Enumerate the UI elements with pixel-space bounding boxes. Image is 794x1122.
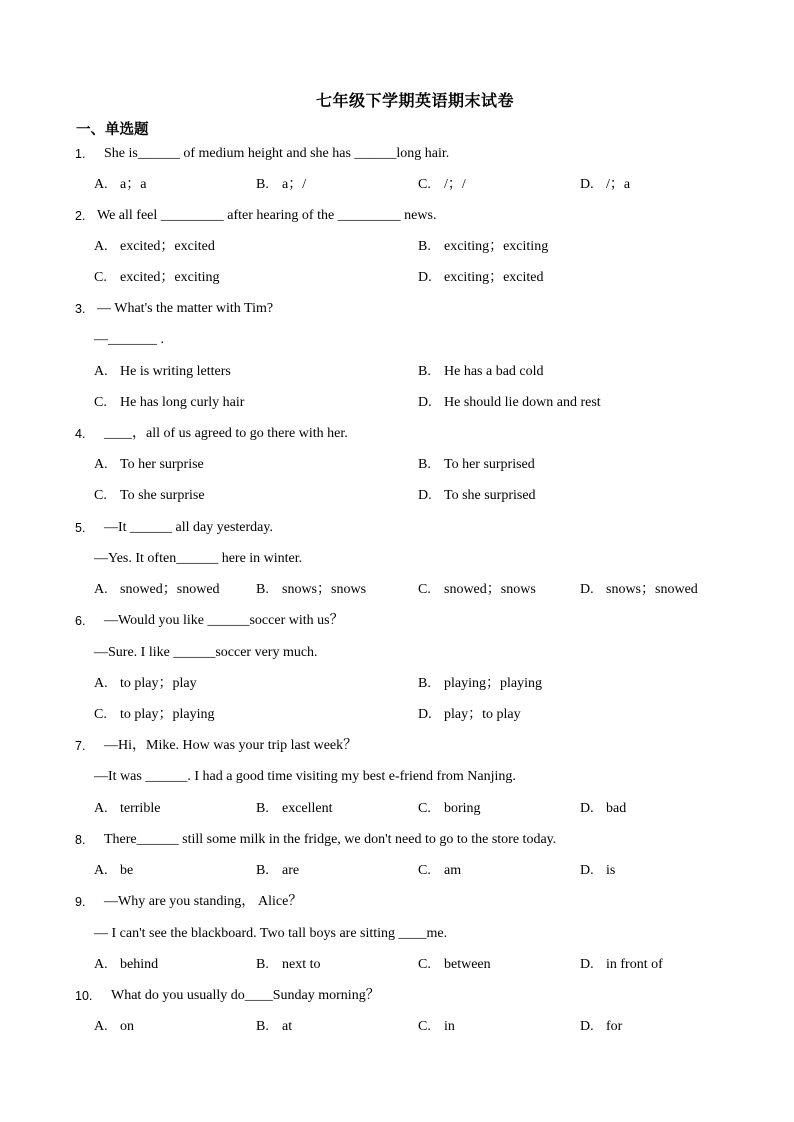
question-stem: What do you usually do____Sunday morning？ (111, 988, 380, 1003)
option-label: B. (418, 239, 431, 254)
option-text: at (282, 1019, 293, 1034)
question-stem-line2: —It was ______. I had a good time visiting my best e-friend from Nanjing. (94, 769, 516, 784)
option-text: a；a (120, 177, 147, 192)
question-9-dialog (0, 924, 794, 944)
option-c[interactable] (418, 861, 461, 881)
question-6-dialog (0, 643, 794, 663)
question-7 (0, 736, 794, 756)
question-3-dialog (0, 330, 794, 350)
option-label: C. (94, 395, 107, 410)
option-text: excited；excited (120, 239, 215, 254)
question-4 (0, 424, 794, 444)
option-text: to play；play (120, 676, 197, 691)
option-d[interactable] (418, 393, 601, 413)
option-label: D. (580, 582, 594, 597)
question-6 (0, 611, 794, 631)
option-text: in front of (606, 957, 663, 972)
question-10 (0, 986, 794, 1006)
option-label: A. (94, 457, 108, 472)
options-row (0, 580, 794, 600)
option-label: C. (94, 270, 107, 285)
option-text: playing；playing (444, 676, 542, 691)
options-row (0, 1017, 794, 1037)
option-label: C. (418, 1019, 431, 1034)
option-c[interactable] (418, 955, 491, 975)
question-number: 1. (75, 147, 86, 161)
question-stem: ____，all of us agreed to go there with her. (104, 426, 348, 441)
option-c[interactable] (94, 268, 220, 288)
question-stem: There______ still some milk in the fridge, we don't need to go to the store today. (104, 832, 557, 847)
option-label: D. (418, 395, 432, 410)
section-heading: 一、单选题 (76, 122, 149, 138)
option-label: B. (256, 1019, 269, 1034)
option-text: snows；snows (282, 582, 367, 597)
option-label: C. (418, 863, 431, 878)
option-label: D. (580, 801, 594, 816)
question-stem: —Would you like ______soccer with us？ (104, 613, 344, 628)
option-text: snowed；snows (444, 582, 536, 597)
option-text: are (282, 863, 300, 878)
option-text: excited；exciting (120, 270, 220, 285)
option-label: C. (94, 488, 107, 503)
option-c[interactable] (418, 1017, 455, 1037)
option-a[interactable] (94, 362, 231, 382)
question-9 (0, 892, 794, 912)
option-text: exciting；exciting (444, 239, 549, 254)
option-text: He is writing letters (120, 364, 231, 379)
question-stem: —Hi，Mike. How was your trip last week？ (104, 738, 358, 753)
option-label: B. (418, 457, 431, 472)
option-text: To her surprise (120, 457, 204, 472)
option-text: /；a (606, 177, 631, 192)
question-number: 6. (75, 614, 86, 628)
option-label: C. (94, 707, 107, 722)
option-text: To her surprised (444, 457, 535, 472)
question-number: 2. (75, 209, 86, 223)
option-text: be (120, 863, 134, 878)
option-a[interactable] (94, 580, 220, 600)
options-row (0, 455, 794, 475)
question-8 (0, 830, 794, 850)
option-c[interactable] (418, 175, 466, 195)
option-b[interactable] (256, 799, 333, 819)
option-d[interactable] (418, 705, 521, 725)
option-label: A. (94, 957, 108, 972)
question-stem-line2: — I can't see the blackboard. Two tall boys are sitting ____me. (94, 926, 448, 941)
options-row (0, 237, 794, 257)
option-label: A. (94, 177, 108, 192)
options-row (0, 393, 794, 413)
option-a[interactable] (94, 455, 204, 475)
option-text: in (444, 1019, 455, 1034)
option-text: To she surprise (120, 488, 205, 503)
option-c[interactable] (94, 705, 215, 725)
options-row (0, 486, 794, 506)
page-title: 七年级下学期英语期末试卷 (315, 91, 514, 110)
options-row (0, 799, 794, 819)
option-a[interactable] (94, 861, 133, 881)
option-label: A. (94, 863, 108, 878)
option-b[interactable] (418, 237, 548, 257)
option-label: B. (256, 582, 269, 597)
option-c[interactable] (418, 580, 536, 600)
question-number: 5. (75, 521, 86, 535)
question-number: 7. (75, 739, 86, 753)
option-d[interactable] (580, 861, 615, 881)
option-label: D. (580, 863, 594, 878)
option-c[interactable] (418, 799, 481, 819)
option-a[interactable] (94, 175, 146, 195)
question-stem-line2: —Yes. It often______ here in winter. (94, 551, 303, 566)
option-text: a；/ (282, 177, 307, 192)
option-d[interactable] (580, 175, 630, 195)
option-text: He has a bad cold (444, 364, 544, 379)
question-stem-line2: —_______ . (94, 332, 164, 347)
option-text: for (606, 1019, 623, 1034)
option-text: on (120, 1019, 134, 1034)
question-2 (0, 206, 794, 226)
option-label: D. (580, 1019, 594, 1034)
option-d[interactable] (580, 580, 698, 600)
option-text: terrible (120, 801, 161, 816)
question-5-dialog (0, 549, 794, 569)
question-number: 9. (75, 895, 86, 909)
option-b[interactable] (418, 362, 544, 382)
option-text: He has long curly hair (120, 395, 245, 410)
option-label: D. (418, 707, 432, 722)
option-b[interactable] (418, 674, 542, 694)
option-b[interactable] (256, 1017, 292, 1037)
option-c[interactable] (94, 393, 244, 413)
option-text: boring (444, 801, 481, 816)
option-label: D. (418, 270, 432, 285)
option-b[interactable] (418, 455, 535, 475)
options-row (0, 175, 794, 195)
question-number: 4. (75, 427, 86, 441)
option-b[interactable] (256, 861, 299, 881)
option-label: C. (418, 582, 431, 597)
option-text: is (606, 863, 616, 878)
option-text: between (444, 957, 491, 972)
question-number: 8. (75, 833, 86, 847)
question-number: 10. (75, 989, 93, 1003)
question-3 (0, 299, 794, 319)
option-text: /；/ (444, 177, 466, 192)
option-label: A. (94, 801, 108, 816)
option-text: play；to play (444, 707, 521, 722)
option-label: A. (94, 676, 108, 691)
option-a[interactable] (94, 799, 160, 819)
option-label: C. (418, 801, 431, 816)
options-row (0, 705, 794, 725)
option-label: B. (256, 801, 269, 816)
option-b[interactable] (256, 175, 306, 195)
option-a[interactable] (94, 674, 197, 694)
question-stem: We all feel _________ after hearing of the _________ news. (97, 208, 437, 223)
option-c[interactable] (94, 486, 205, 506)
question-number: 3. (75, 302, 86, 316)
option-a[interactable] (94, 955, 158, 975)
option-label: D. (580, 957, 594, 972)
options-row (0, 674, 794, 694)
option-d[interactable] (580, 955, 663, 975)
option-a[interactable] (94, 1017, 134, 1037)
question-stem: —It ______ all day yesterday. (104, 520, 273, 535)
question-stem: —Why are you standing， Alice？ (104, 894, 303, 909)
option-text: excellent (282, 801, 333, 816)
options-row (0, 955, 794, 975)
options-row (0, 362, 794, 382)
option-label: D. (580, 177, 594, 192)
option-b[interactable] (256, 955, 321, 975)
question-7-dialog (0, 767, 794, 787)
option-text: snows；snowed (606, 582, 698, 597)
option-text: To she surprised (444, 488, 536, 503)
option-d[interactable] (418, 268, 544, 288)
option-b[interactable] (256, 580, 366, 600)
option-label: D. (418, 488, 432, 503)
option-label: A. (94, 582, 108, 597)
option-label: C. (418, 177, 431, 192)
option-text: He should lie down and rest (444, 395, 601, 410)
option-label: B. (418, 364, 431, 379)
question-stem-line2: —Sure. I like ______soccer very much. (94, 645, 318, 660)
option-text: am (444, 863, 462, 878)
option-text: snowed；snowed (120, 582, 220, 597)
question-stem: — What's the matter with Tim? (97, 301, 274, 316)
option-a[interactable] (94, 237, 215, 257)
option-label: C. (418, 957, 431, 972)
option-text: to play；playing (120, 707, 215, 722)
option-label: A. (94, 1019, 108, 1034)
option-label: B. (256, 863, 269, 878)
option-d[interactable] (418, 486, 536, 506)
question-stem: She is______ of medium height and she has ______long hair. (104, 146, 450, 161)
options-row (0, 861, 794, 881)
option-text: next to (282, 957, 321, 972)
question-5 (0, 518, 794, 538)
option-text: exciting；excited (444, 270, 544, 285)
option-d[interactable] (580, 1017, 622, 1037)
question-1 (0, 144, 794, 164)
options-row (0, 268, 794, 288)
option-text: behind (120, 957, 159, 972)
option-text: bad (606, 801, 627, 816)
option-label: B. (256, 177, 269, 192)
option-label: A. (94, 364, 108, 379)
option-d[interactable] (580, 799, 626, 819)
option-label: A. (94, 239, 108, 254)
option-label: B. (256, 957, 269, 972)
option-label: B. (418, 676, 431, 691)
